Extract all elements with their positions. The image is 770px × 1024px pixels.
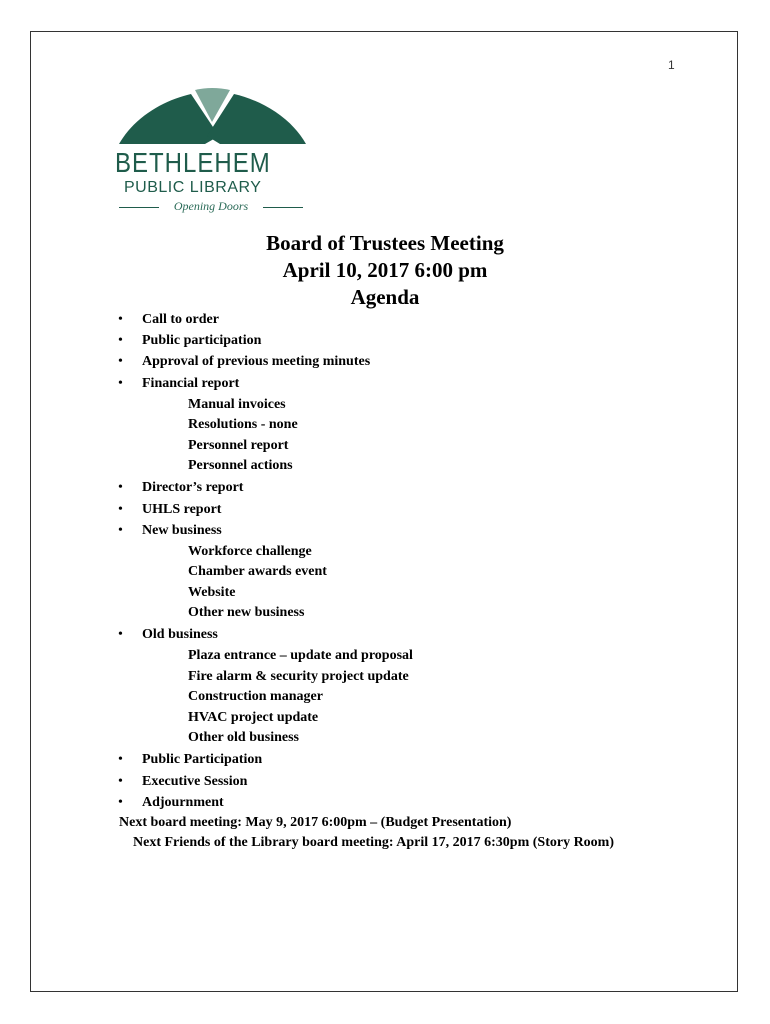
- logo-arch-icon: [115, 88, 310, 148]
- meeting-date: April 10, 2017 6:00 pm: [282, 258, 488, 282]
- agenda-subitem: HVAC project update: [188, 710, 319, 725]
- agenda-subitem: Personnel report: [188, 438, 289, 453]
- logo-name-line1: BETHLEHEM: [115, 148, 271, 180]
- agenda-subitem: Construction manager: [188, 689, 323, 704]
- agenda-subitem: Fire alarm & security project update: [188, 669, 409, 684]
- agenda-subitem: Resolutions - none: [188, 417, 298, 432]
- next-friends-meeting: Next Friends of the Library board meeting: April 17, 2017 6:30pm (Story Room): [133, 835, 615, 850]
- agenda-item: • Financial report: [142, 376, 239, 392]
- agenda-item: • Director’s report: [142, 480, 243, 496]
- agenda-item: • Executive Session: [142, 774, 247, 790]
- meeting-title: Board of Trustees Meeting: [266, 231, 504, 255]
- logo-name-line2: PUBLIC LIBRARY: [124, 179, 262, 196]
- agenda-heading: Agenda: [350, 285, 420, 309]
- agenda-subitem: Manual invoices: [188, 397, 286, 412]
- library-logo: [115, 88, 310, 218]
- logo-tagline-text: Opening Doors: [173, 199, 249, 213]
- page-number: 1: [668, 58, 675, 72]
- agenda-item: • Call to order: [142, 312, 219, 328]
- agenda-subitem: Other new business: [188, 605, 305, 620]
- agenda-item: • Public participation: [142, 333, 261, 349]
- agenda-item: • Approval of previous meeting minutes: [142, 354, 370, 370]
- agenda-item: • Public Participation: [142, 752, 262, 768]
- agenda-subitem: Personnel actions: [188, 458, 293, 473]
- agenda-item: • Old business: [142, 627, 218, 643]
- next-board-meeting: Next board meeting: May 9, 2017 6:00pm – (Budget Presentation): [119, 815, 512, 830]
- logo-tagline: [115, 200, 310, 214]
- logo-rule-right: [263, 207, 303, 208]
- agenda-item: • Adjournment: [142, 795, 224, 811]
- agenda-subitem: Other old business: [188, 730, 299, 745]
- agenda-item: • UHLS report: [142, 502, 221, 518]
- agenda-subitem: Chamber awards event: [188, 564, 327, 579]
- agenda-subitem: Website: [188, 585, 236, 600]
- agenda-subitem: Plaza entrance – update and proposal: [188, 648, 413, 663]
- agenda-subitem: Workforce challenge: [188, 544, 312, 559]
- logo-rule-left: [119, 207, 159, 208]
- agenda-item: • New business: [142, 523, 222, 539]
